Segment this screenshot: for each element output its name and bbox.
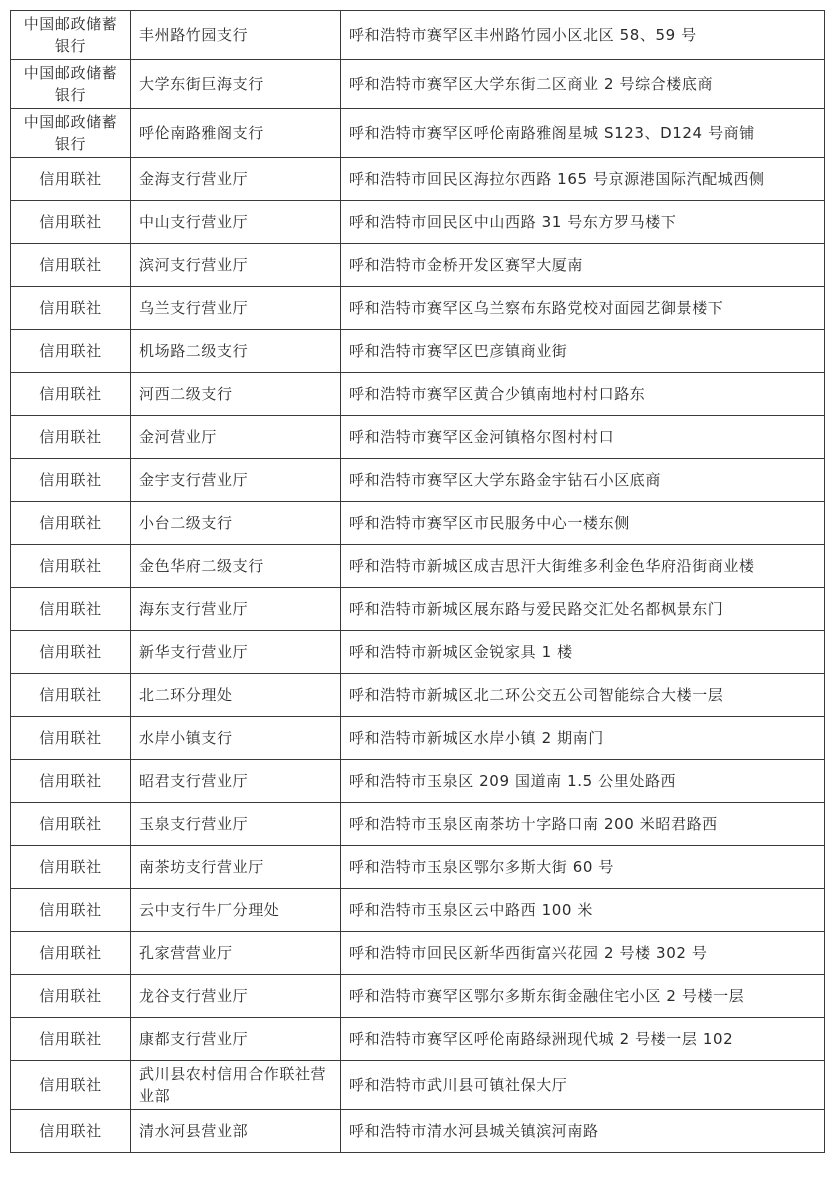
branch-name-cell: 龙谷支行营业厅 xyxy=(131,975,341,1018)
bank-name-cell: 信用联社 xyxy=(11,201,131,244)
bank-name-cell: 信用联社 xyxy=(11,932,131,975)
bank-name-cell: 信用联社 xyxy=(11,158,131,201)
branch-name-cell: 云中支行牛厂分理处 xyxy=(131,889,341,932)
bank-name-cell: 中国邮政储蓄银行 xyxy=(11,11,131,60)
branch-name-cell: 北二环分理处 xyxy=(131,674,341,717)
address-cell: 呼和浩特市新城区成吉思汗大街维多利金色华府沿街商业楼 xyxy=(341,545,825,588)
bank-name-cell: 信用联社 xyxy=(11,588,131,631)
table-row xyxy=(11,244,825,287)
bank-name-cell: 信用联社 xyxy=(11,889,131,932)
table-row xyxy=(11,287,825,330)
bank-name-cell: 信用联社 xyxy=(11,244,131,287)
table-row xyxy=(11,846,825,889)
table-row xyxy=(11,11,825,60)
branch-name-cell: 玉泉支行营业厅 xyxy=(131,803,341,846)
address-cell: 呼和浩特市玉泉区鄂尔多斯大街 60 号 xyxy=(341,846,825,889)
address-cell: 呼和浩特市武川县可镇社保大厅 xyxy=(341,1061,825,1110)
table-row xyxy=(11,932,825,975)
branch-name-cell: 金海支行营业厅 xyxy=(131,158,341,201)
branch-name-cell: 小台二级支行 xyxy=(131,502,341,545)
branch-name-cell: 机场路二级支行 xyxy=(131,330,341,373)
address-cell: 呼和浩特市赛罕区大学东路金宇钻石小区底商 xyxy=(341,459,825,502)
table-row xyxy=(11,1061,825,1110)
bank-name-cell: 信用联社 xyxy=(11,330,131,373)
address-cell: 呼和浩特市回民区中山西路 31 号东方罗马楼下 xyxy=(341,201,825,244)
bank-name-cell: 信用联社 xyxy=(11,760,131,803)
address-cell: 呼和浩特市赛罕区金河镇格尔图村村口 xyxy=(341,416,825,459)
branch-name-cell: 金色华府二级支行 xyxy=(131,545,341,588)
table-row xyxy=(11,201,825,244)
branch-name-cell: 河西二级支行 xyxy=(131,373,341,416)
table-row xyxy=(11,459,825,502)
table-row xyxy=(11,1110,825,1153)
bank-name-cell: 信用联社 xyxy=(11,502,131,545)
address-cell: 呼和浩特市新城区展东路与爱民路交汇处名都枫景东门 xyxy=(341,588,825,631)
address-cell: 呼和浩特市赛罕区市民服务中心一楼东侧 xyxy=(341,502,825,545)
branch-name-cell: 大学东街巨海支行 xyxy=(131,60,341,109)
bank-name-cell: 信用联社 xyxy=(11,674,131,717)
branch-name-cell: 孔家营营业厅 xyxy=(131,932,341,975)
address-cell: 呼和浩特市新城区金锐家具 1 楼 xyxy=(341,631,825,674)
table-row xyxy=(11,631,825,674)
address-cell: 呼和浩特市赛罕区呼伦南路绿洲现代城 2 号楼一层 102 xyxy=(341,1018,825,1061)
branch-name-cell: 清水河县营业部 xyxy=(131,1110,341,1153)
branch-name-cell: 丰州路竹园支行 xyxy=(131,11,341,60)
address-cell: 呼和浩特市赛罕区黄合少镇南地村村口路东 xyxy=(341,373,825,416)
branch-name-cell: 呼伦南路雅阁支行 xyxy=(131,109,341,158)
branch-name-cell: 海东支行营业厅 xyxy=(131,588,341,631)
table-row xyxy=(11,502,825,545)
bank-name-cell: 中国邮政储蓄银行 xyxy=(11,60,131,109)
table-row xyxy=(11,109,825,158)
table-row xyxy=(11,330,825,373)
bank-name-cell: 信用联社 xyxy=(11,803,131,846)
address-cell: 呼和浩特市玉泉区南茶坊十字路口南 200 米昭君路西 xyxy=(341,803,825,846)
address-cell: 呼和浩特市新城区水岸小镇 2 期南门 xyxy=(341,717,825,760)
branch-name-cell: 金河营业厅 xyxy=(131,416,341,459)
table-row xyxy=(11,717,825,760)
address-cell: 呼和浩特市玉泉区云中路西 100 米 xyxy=(341,889,825,932)
address-cell: 呼和浩特市赛罕区巴彦镇商业街 xyxy=(341,330,825,373)
table-row xyxy=(11,674,825,717)
branch-name-cell: 康都支行营业厅 xyxy=(131,1018,341,1061)
table-row xyxy=(11,803,825,846)
bank-name-cell: 中国邮政储蓄银行 xyxy=(11,109,131,158)
bank-name-cell: 信用联社 xyxy=(11,459,131,502)
table-row xyxy=(11,760,825,803)
address-cell: 呼和浩特市回民区海拉尔西路 165 号京源港国际汽配城西侧 xyxy=(341,158,825,201)
address-cell: 呼和浩特市玉泉区 209 国道南 1.5 公里处路西 xyxy=(341,760,825,803)
table-row xyxy=(11,889,825,932)
bank-name-cell: 信用联社 xyxy=(11,631,131,674)
bank-name-cell: 信用联社 xyxy=(11,416,131,459)
bank-name-cell: 信用联社 xyxy=(11,975,131,1018)
address-cell: 呼和浩特市回民区新华西街富兴花园 2 号楼 302 号 xyxy=(341,932,825,975)
bank-name-cell: 信用联社 xyxy=(11,545,131,588)
bank-name-cell: 信用联社 xyxy=(11,1110,131,1153)
bank-name-cell: 信用联社 xyxy=(11,1018,131,1061)
branch-name-cell: 昭君支行营业厅 xyxy=(131,760,341,803)
branch-name-cell: 新华支行营业厅 xyxy=(131,631,341,674)
branch-name-cell: 乌兰支行营业厅 xyxy=(131,287,341,330)
address-cell: 呼和浩特市金桥开发区赛罕大厦南 xyxy=(341,244,825,287)
branch-name-cell: 武川县农村信用合作联社营业部 xyxy=(131,1061,341,1110)
address-cell: 呼和浩特市赛罕区大学东街二区商业 2 号综合楼底商 xyxy=(341,60,825,109)
address-cell: 呼和浩特市赛罕区鄂尔多斯东街金融住宅小区 2 号楼一层 xyxy=(341,975,825,1018)
table-row xyxy=(11,158,825,201)
bank-name-cell: 信用联社 xyxy=(11,373,131,416)
bank-name-cell: 信用联社 xyxy=(11,846,131,889)
address-cell: 呼和浩特市赛罕区乌兰察布东路党校对面园艺御景楼下 xyxy=(341,287,825,330)
branch-name-cell: 金宇支行营业厅 xyxy=(131,459,341,502)
table-row xyxy=(11,1018,825,1061)
address-cell: 呼和浩特市清水河县城关镇滨河南路 xyxy=(341,1110,825,1153)
table-row xyxy=(11,416,825,459)
branch-name-cell: 南茶坊支行营业厅 xyxy=(131,846,341,889)
table-row xyxy=(11,588,825,631)
table-row xyxy=(11,545,825,588)
branch-table xyxy=(10,10,825,1153)
bank-name-cell: 信用联社 xyxy=(11,1061,131,1110)
address-cell: 呼和浩特市赛罕区呼伦南路雅阁星城 S123、D124 号商铺 xyxy=(341,109,825,158)
branch-name-cell: 滨河支行营业厅 xyxy=(131,244,341,287)
branch-name-cell: 中山支行营业厅 xyxy=(131,201,341,244)
address-cell: 呼和浩特市赛罕区丰州路竹园小区北区 58、59 号 xyxy=(341,11,825,60)
branch-table-body xyxy=(11,11,825,1153)
table-row xyxy=(11,60,825,109)
table-row xyxy=(11,373,825,416)
table-row xyxy=(11,975,825,1018)
bank-name-cell: 信用联社 xyxy=(11,287,131,330)
branch-name-cell: 水岸小镇支行 xyxy=(131,717,341,760)
bank-name-cell: 信用联社 xyxy=(11,717,131,760)
address-cell: 呼和浩特市新城区北二环公交五公司智能综合大楼一层 xyxy=(341,674,825,717)
